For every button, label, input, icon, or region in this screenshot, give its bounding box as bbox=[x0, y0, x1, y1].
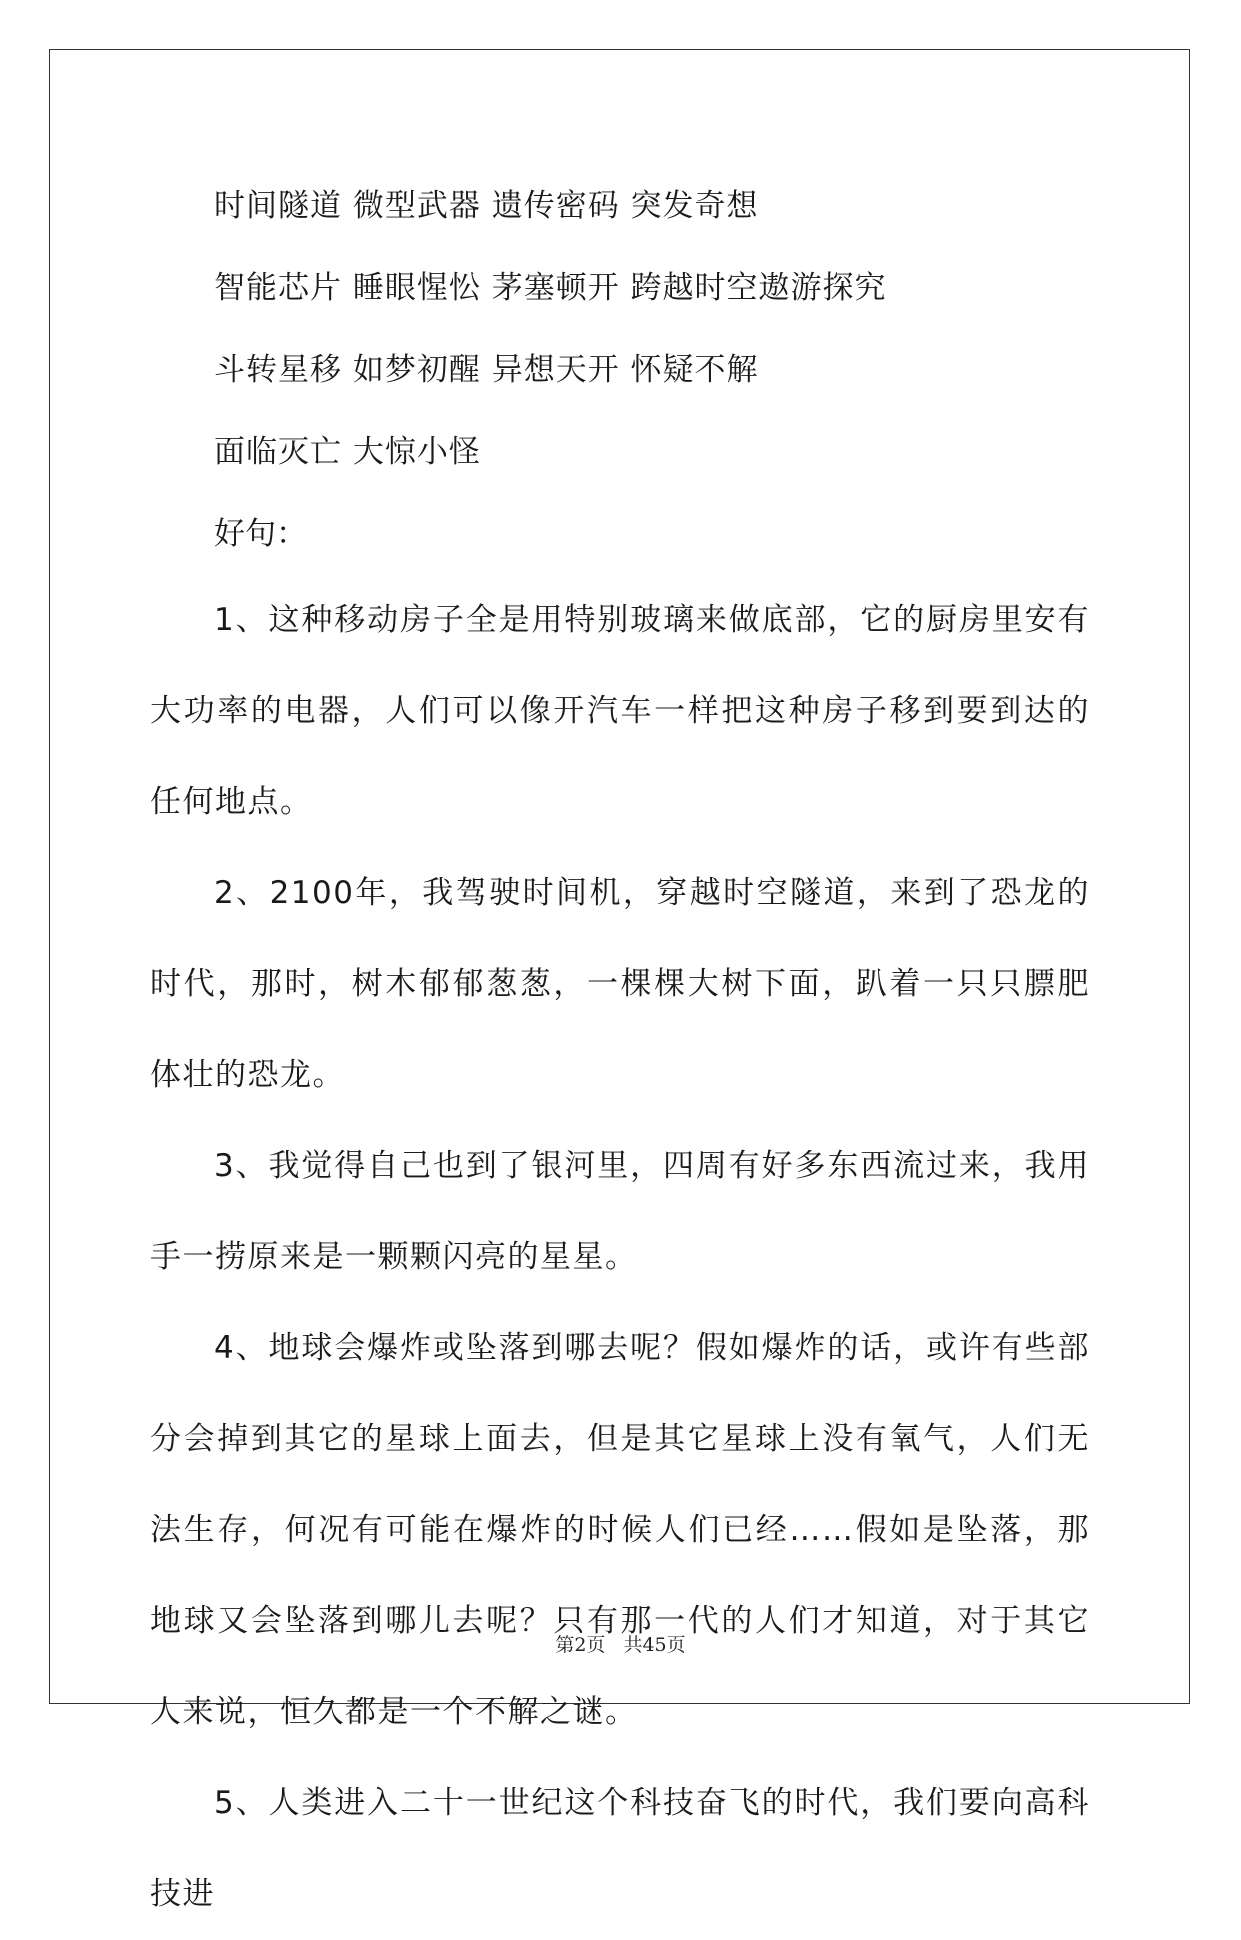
vocab-line: 斗转星移 如梦初醒 异想天开 怀疑不解 bbox=[214, 352, 759, 388]
vocab-line: 智能芯片 睡眼惺忪 茅塞顿开 跨越时空遨游探究 bbox=[214, 270, 887, 306]
sentence-paragraph: 2、2100年，我驾驶时间机，穿越时空隧道，来到了恐龙的时代，那时，树木郁郁葱葱，一棵棵大树下面，趴着一只只膘肥体壮的恐龙。 bbox=[150, 875, 1090, 1093]
page-footer bbox=[0, 1630, 1241, 1657]
document-body bbox=[150, 165, 1090, 1940]
good-sentences-heading: 好句： bbox=[214, 516, 307, 552]
vocab-line: 时间隧道 微型武器 遗传密码 突发奇想 bbox=[214, 188, 759, 224]
sentence-paragraph: 4、地球会爆炸或坠落到哪去呢？假如爆炸的话，或许有些部分会掉到其它的星球上面去，但是其它星球上没有氧气，人们无法生存，何况有可能在爆炸的时候人们已经……假如是坠落，那地球又会坠落到哪儿去呢？只有那一代的人们才知道，对于其它人来说，恒久都是一个不解之谜。 bbox=[150, 1330, 1090, 1730]
vocab-line: 面临灭亡 大惊小怪 bbox=[214, 434, 481, 470]
sentence-paragraph: 1、这种移动房子全是用特别玻璃来做底部，它的厨房里安有大功率的电器，人们可以像开汽车一样把这种房子移到要到达的任何地点。 bbox=[150, 602, 1090, 820]
page-total: 共45页 bbox=[623, 1634, 686, 1656]
page-number: 第2页 bbox=[555, 1634, 606, 1656]
sentence-paragraph: 5、人类进入二十一世纪这个科技奋飞的时代，我们要向高科技进 bbox=[150, 1785, 1090, 1912]
sentence-paragraph: 3、我觉得自己也到了银河里，四周有好多东西流过来，我用手一捞原来是一颗颗闪亮的星星。 bbox=[150, 1148, 1090, 1275]
